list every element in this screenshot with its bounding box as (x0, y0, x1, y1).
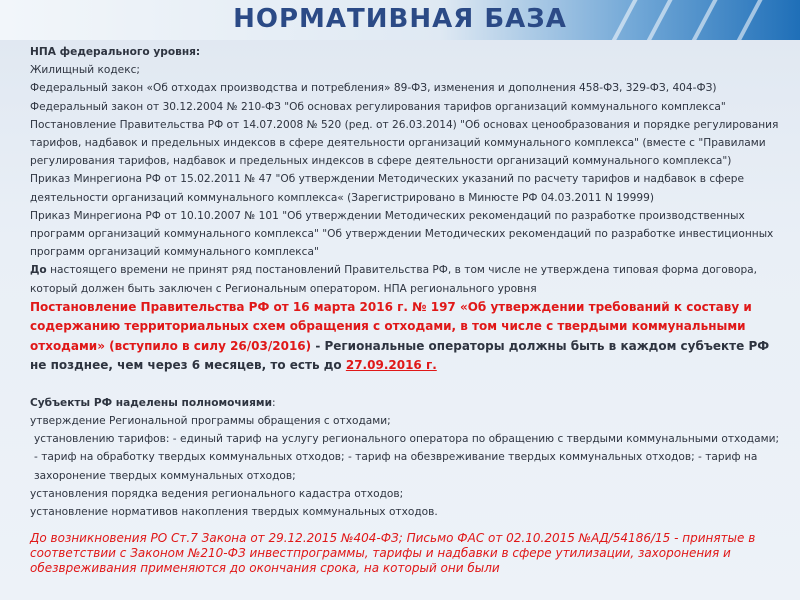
list-item: Приказ Минрегиона РФ от 15.02.2011 № 47 "Об утверждении Методических указаний по расчету тарифов и надбавок в сфере деятельности организаций коммунального комплекса« (Зарегистрировано в Минюсте РФ 04.03.2011 N 19999) (30, 173, 744, 204)
highlight-paragraph (30, 298, 780, 376)
list-item: утверждение Региональной программы обращения с отходами; (30, 415, 391, 428)
list-item: Приказ Минрегиона РФ от 10.10.2007 № 101 "Об утверждении Методических рекомендаций по разработке производственных программ организаций коммунального комплекса" "Об утверждении Методических рекомендаций по разработке инвестиционных программ организаций коммунального комплекса" (30, 209, 774, 259)
document-body (30, 43, 780, 576)
powers-heading-suffix: : (272, 396, 276, 409)
list-item: установлению тарифов: - единый тариф на услугу регионального оператора по обращению с твердыми коммунальными отходами; - тариф на обработку твердых коммунальных отходов; - тариф на обезвреживание твердых коммунальных отходов; - тариф на захоронение твердых коммунальных отходов; (34, 433, 780, 482)
highlight-red-text: Постановление Правительства РФ от 16 марта 2016 г. № 197 «Об утверждении требований к составу и содержанию территориальных схем обращения с отходами, в том числе с твердыми коммунальными отходами» (вступило в силу 26/03/2016) (30, 299, 752, 353)
paragraph-lead: До (30, 264, 47, 277)
spacer (30, 521, 780, 531)
page-title: НОРМАТИВНАЯ БАЗА (233, 4, 567, 34)
list-item: Федеральный закон «Об отходах производства и потребления» 89-ФЗ, изменения и дополнения 458-ФЗ, 329-ФЗ, 404-ФЗ) (30, 82, 717, 95)
section-heading-federal: НПА федерального уровня: (30, 46, 201, 58)
powers-heading-text: Субъекты РФ наделены полномочиями (30, 396, 272, 409)
highlight-dark-text: - Региональные операторы должны быть в каждом субъекте РФ не позднее, чем через 6 месяцев, то есть до (30, 338, 770, 373)
spacer (30, 376, 780, 394)
footer-note: До возникновения РО Ст.7 Закона от 29.12.2015 №404-ФЗ; Письмо ФАС от 02.10.2015 №АД/54186/15 - принятые в соответствии с Законом №210-ФЗ инвестпрограммы, тарифы и надбавки в сфере утилизации, захоронения и обезвреживания применяются до окончания срока, на который они были (30, 531, 756, 576)
deadline-date: 27.09.2016 г. (345, 358, 437, 373)
list-item: Постановление Правительства РФ от 14.07.2008 № 520 (ред. от 26.03.2014) "Об основах ценообразования и порядке регулирования тарифов, надбавок и предельных индексов в сфере деятельности организаций коммунального комплекса" (вместе с "Правилами регулирования тарифов, надбавок и предельных индексов в сфере деятельности организаций коммунального комплекса") (30, 118, 779, 168)
paragraph-status (30, 261, 780, 297)
list-item: установления порядка ведения регионального кадастра отходов; (30, 487, 404, 500)
list-item: установление нормативов накопления твердых коммунальных отходов. (30, 506, 438, 519)
list-item: Федеральный закон от 30.12.2004 № 210-ФЗ "Об основах регулирования тарифов организаций коммунального комплекса" (30, 100, 726, 113)
section-heading-powers (30, 394, 780, 412)
list-item: Жилищный кодекс; (30, 64, 140, 77)
paragraph-rest: настоящего времени не принят ряд постановлений Правительства РФ, в том числе не утверждена типовая форма договора, который должен быть заключен с Региональным оператором. НПА регионального уровня (30, 264, 758, 295)
